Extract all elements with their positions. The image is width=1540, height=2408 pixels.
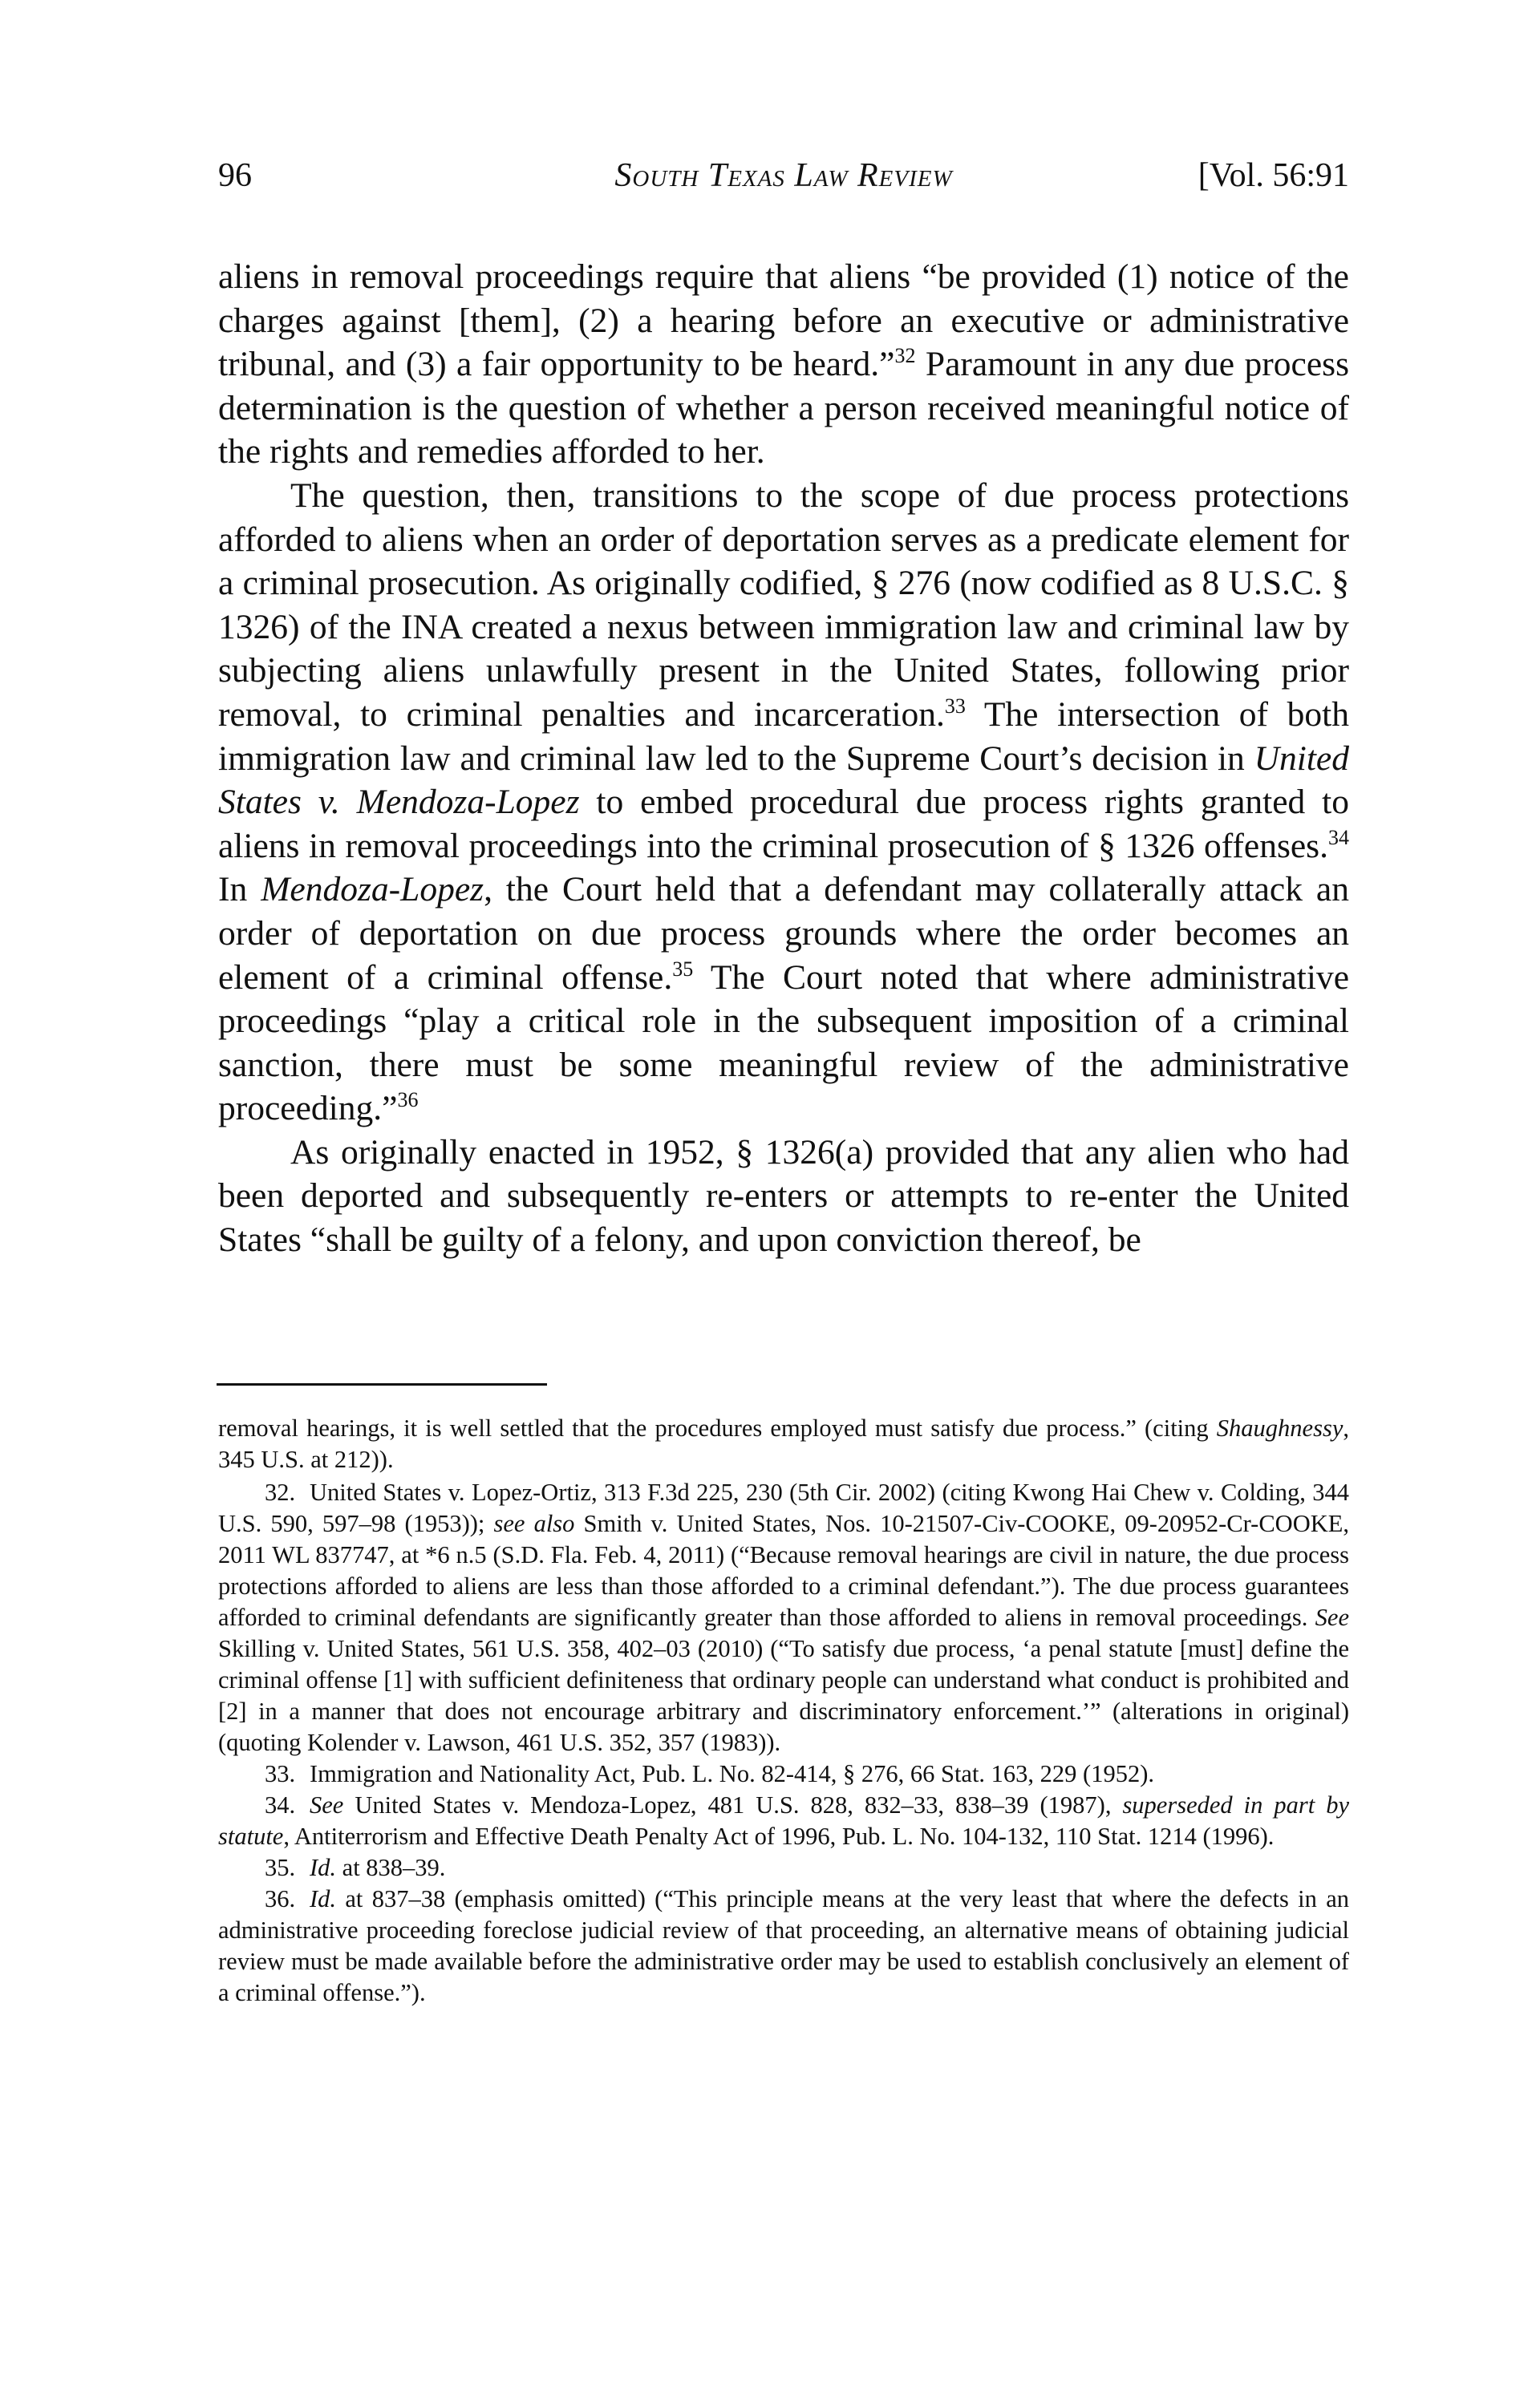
paragraph-3 xyxy=(218,1131,1349,1262)
text-run: removal hearings, it is well settled that the procedures employed must satisfy due process.” (citing xyxy=(218,1414,1217,1442)
text-run: aliens in removal proceedings require that aliens “be provided (1) notice of the charges against [them], (2) a hearing before an executive or administrative tribunal, and (3) a fair opportunity to be heard.” xyxy=(218,257,1349,384)
signal: superseded in part by statute xyxy=(218,1791,1349,1850)
footnote-number: 36. xyxy=(265,1885,296,1912)
footnote-35 xyxy=(218,1852,1349,1884)
text-run: , Antiterrorism and Effective Death Penalty Act of 1996, Pub. L. No. 104-132, 110 Stat. 1214 (1996). xyxy=(283,1823,1275,1850)
signal: see also xyxy=(493,1510,575,1537)
footnote-number: 34. xyxy=(265,1791,296,1819)
footnotes xyxy=(218,1413,1349,2009)
text-run: The question, then, transitions to the scope of due process protections afforded to aliens when an order of deportation serves as a predicate element for a criminal prosecution. As originally codified, § 276 (now codified as 8 U.S.C. § 1326) of the INA created a nexus between immigration law and criminal law by subjecting aliens unlawfully present in the United States, following prior removal, to criminal penalties and incarceration. xyxy=(218,476,1349,734)
signal: See xyxy=(310,1791,344,1819)
text-run: Skilling v. United States, 561 U.S. 358, 402–03 (2010) (“To satisfy due process, ‘a penal statute [must] define the criminal offense [1] with sufficient definiteness that ordinary people can understand what conduct is prohibited and [2] in a manner that does not encourage arbitrary and discriminatory enforcement.’” (alterations in original) (quoting Kolender v. Lawson, 461 U.S. 352, 357 (1983)). xyxy=(218,1635,1349,1756)
text-run: United States v. Mendoza-Lopez, 481 U.S. 828, 832–33, 838–39 (1987), xyxy=(343,1791,1123,1819)
text-run: The Court noted that where administrative proceedings “play a critical role in the subsequent imposition of a criminal sanction, there must be some meaningful review of the administrative proceeding.” xyxy=(218,957,1349,1128)
case-name: Shaughnessy xyxy=(1216,1414,1343,1442)
footnote-36 xyxy=(218,1884,1349,2009)
paragraph-1 xyxy=(218,255,1349,474)
text-run: Immigration and Nationality Act, Pub. L. No. 82-414, § 276, 66 Stat. 163, 229 (1952). xyxy=(310,1760,1154,1787)
footnote-ref-33: 33 xyxy=(944,694,966,718)
text-run: , 345 U.S. at 212)). xyxy=(218,1414,1349,1473)
footnote-number: 32. xyxy=(265,1479,296,1506)
main-text xyxy=(218,255,1349,1262)
text-run: United States v. Lopez-Ortiz, 313 F.3d 225, 230 (5th Cir. 2002) (citing Kwong Hai Chew v. Colding, 344 U.S. 590, 597–98 (1953)); xyxy=(218,1479,1349,1537)
footnote-32 xyxy=(218,1477,1349,1758)
running-header xyxy=(218,156,1349,212)
volume-citation: [Vol. 56:91 xyxy=(1198,157,1349,194)
text-run: at 838–39. xyxy=(336,1854,446,1881)
footnote-number: 33. xyxy=(265,1760,296,1787)
page-number: 96 xyxy=(218,157,252,194)
footnote-ref-35: 35 xyxy=(672,957,694,981)
text-run: at 837–38 (emphasis omitted) (“This principle means at the very least that where the defects in an administrative proceeding foreclose judicial review of that proceeding, an alternative means of obtaining judicial review must be made available before the administrative order may be used to establish conclusively an element of a criminal offense.”). xyxy=(218,1885,1349,2006)
footnote-ref-36: 36 xyxy=(397,1088,419,1112)
journal-title: South Texas Law Review xyxy=(614,157,953,194)
footnote-ref-32: 32 xyxy=(894,344,916,368)
case-name: United States v. Mendoza-Lopez xyxy=(218,739,1349,822)
paragraph-2 xyxy=(218,474,1349,1131)
text-run: In xyxy=(218,870,261,909)
text-run: Paramount in any due process determination is the question of whether a person received meaningful notice of the rights and remedies afforded to her. xyxy=(218,345,1350,471)
footnote-divider xyxy=(217,1383,547,1386)
signal: Id. xyxy=(310,1885,337,1912)
text-run: to embed procedural due process rights granted to aliens in removal proceedings into the criminal prosecution of § 1326 offenses. xyxy=(218,783,1350,865)
text-run: Smith v. United States, Nos. 10-21507-Civ-COOKE, 09-20952-Cr-COOKE, 2011 WL 837747, at *6 n.5 (S.D. Fla. Feb. 4, 2011) (“Because removal hearings are civil in nature, the due process protections afforded to aliens are less than those afforded to a criminal defendant.”). The due process guarantees afforded to criminal defendants are significantly greater than those afforded to aliens in removal proceedings. xyxy=(218,1510,1349,1631)
signal: Id. xyxy=(310,1854,337,1881)
footnote-33 xyxy=(218,1758,1349,1790)
footnote-number: 35. xyxy=(265,1854,296,1881)
signal: See xyxy=(1315,1604,1349,1631)
text-run: As originally enacted in 1952, § 1326(a) provided that any alien who had been deported and subsequently re-enters or attempts to re-enter the United States “shall be guilty of a felony, and upon conviction thereof, be xyxy=(218,1132,1349,1260)
text-run: The intersection of both immigration law and criminal law led to the Supreme Court’s decision in xyxy=(218,694,1350,778)
footnote-34 xyxy=(218,1790,1349,1852)
text-run: , the Court held that a defendant may collaterally attack an order of deportation on due process grounds where the order becomes an element of a criminal offense. xyxy=(218,870,1349,997)
footnote-ref-34: 34 xyxy=(1328,825,1349,849)
case-name: Mendoza-Lopez xyxy=(261,870,484,909)
footnote-continuation xyxy=(218,1413,1349,1475)
